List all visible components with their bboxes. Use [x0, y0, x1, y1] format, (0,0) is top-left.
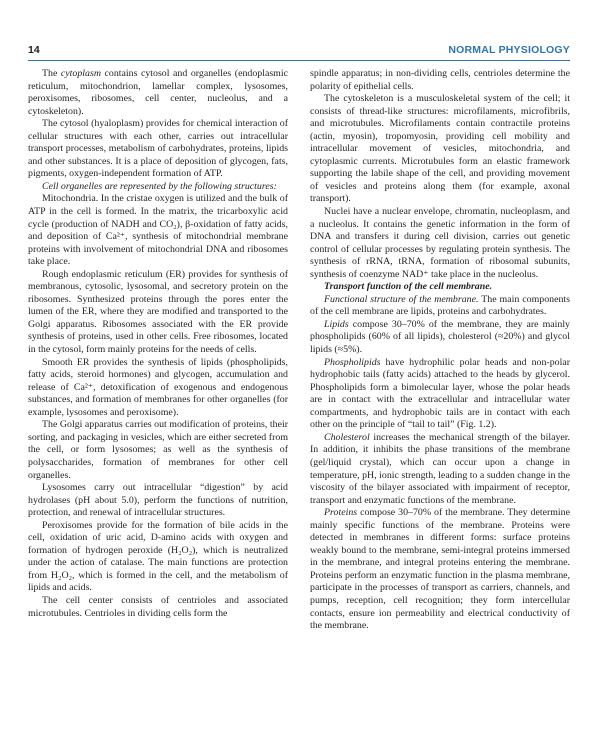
section-heading: Transport function of the cell membrane.	[324, 281, 493, 293]
paragraph-proteins: Proteins compose 30–70% of the membrane. They determine mainly specific functions of the membrane. Proteins were detected in membranes in different forms: surface proteins weakly bound to the membrane, semi-integral proteins immersed in the membrane, and integral proteins entering the membrane. Proteins perform an enzymatic function in the plasma membrane, participate in the processes of transport as carriers, channels, and pumps, reception, cell recognition; they form intercellular contacts, ensure ion permeability and electrical conductivity of the membrane.	[310, 507, 570, 632]
paragraph-golgi: The Golgi apparatus carries out modification of proteins, their sorting, and packaging in vesicles, which are either secreted from the cell, or form lysosomes; as well as the synthesis of polysaccharides, formation of membranes for other cell organelles.	[28, 419, 288, 481]
left-column	[28, 68, 288, 620]
paragraph-smooth-er: Smooth ER provides the synthesis of lipids (phospholipids, fatty acids, steroid hormones) and glycogen, accumulation and release of Ca²⁺, detoxification of exogenous and endogenous substances, and formation of membranes for other organelles (for example, lysosomes and peroxisome).	[28, 356, 288, 418]
page-header	[28, 44, 570, 58]
paragraph-cholesterol: Cholesterol increases the mechanical strength of the bilayer. In addition, it inhibits the phase transitions of the membrane (gel/liquid crystal), which can occur upon a change in temperature, pH, ionic strength, leading to a sudden change in the viscosity of the bilayer associated with impairment of receptor, transport and enzymatic functions of the membrane.	[310, 431, 570, 506]
paragraph-cytoskeleton: The cytoskeleton is a musculoskeletal system of the cell; it consists of thread-like structures: microfilaments, microfibrils, and microtubules. Microfilaments contain contractile proteins (actin, myosin), tropomyosin, providing cell mobility and intracellular movement of vesicles, mitochondria, and cytoplasmic currents. Microtubules form an elastic framework supporting the labile shape of the cell, and providing movement of vesicles and proteins along them (for example, axonal transport).	[310, 93, 570, 205]
running-title: NORMAL PHYSIOLOGY	[448, 44, 570, 56]
paragraph-cell-center: The cell center consists of centrioles and associated microtubules. Centrioles in dividing cells form the	[28, 594, 288, 619]
paragraph-cytosol: The cytosol (hyaloplasm) provides for chemical interaction of cellular structures with each other, carries out intracellular transport processes, metabolism of carbohydrates, proteins, lipids and other substances. It is a place of deposition of glycogen, fats, pigments, oxygen-independent formation of ATP.	[28, 118, 288, 180]
paragraph-nuclei: Nuclei have a nuclear envelope, chromatin, nucleoplasm, and a nucleolus. It contains the genetic information in the form of DNA and transfers it during cell division, carries out genetic control of cellular processes by regulating protein synthesis. The synthesis of rRNA, tRNA, formation of ribosomal subunits, synthesis of coenzyme NAD⁺ take place in the nucleolus.	[310, 206, 570, 280]
paragraph-rough-er: Rough endoplasmic reticulum (ER) provides for synthesis of membranous, cytosolic, lysosomal, and secretory protein on the ribosomes. Synthesized proteins through the pores enter the lumen of the ER, where they are modified and transported to the Golgi apparatus. Ribosomes associated with the ER provide synthesis of proteins, used in other cells. Free ribosomes, located in the cytosol, form mainly proteins for the needs of cells.	[28, 268, 288, 356]
page-number: 14	[28, 44, 40, 56]
paragraph-mitochondria: Mitochondria. In the cristae oxygen is utilized and the bulk of ATP in the cell is formed. In the matrix, the tricarboxylic acid cycle (production of NADH and CO₂), β-oxidation of fatty acids, and deposition of Ca²⁺, synthesis of mitochondrial membrane proteins with involvement of mitochondrial DNA and ribosomes take place.	[28, 193, 288, 268]
paragraph-lipids: Lipids compose 30–70% of the membrane, they are mainly phospholipids (60% of all lipids), cholesterol (≈20%) and glycol lipids (≈5%).	[310, 318, 570, 356]
right-column	[310, 68, 570, 633]
paragraph-continuation: spindle apparatus; in non-dividing cells, centrioles determine the polarity of epithelial cells.	[310, 68, 570, 92]
paragraph-phospholipids: Phospholipids have hydrophilic polar heads and non-polar hydrophobic tails (fatty acids) attached to the heads by glycerol. Phospholipids form a bimolecular layer, whose the polar heads are in contact with the extracellular and intracellular water compartments, and hydrophobic tails are in contact with each other on the principle of “tail to tail” (Fig. 1.2).	[310, 356, 570, 431]
paragraph-functional-structure: Functional structure of the membrane. The main components of the cell membrane are lipids, proteins and carbohydrates.	[310, 293, 571, 318]
paragraph-organelles-intro: Cell organelles are represented by the following structures:	[42, 180, 277, 192]
paragraph-peroxisomes: Peroxisomes provide for the formation of bile acids in the cell, oxidation of uric acid, D-amino acids with oxygen and formation of hydrogen peroxide (H₂O₂), which is neutralized under the action of catalase. The main functions are protection from H₂O₂, which is formed in the cell, and the metabolism of lipids and acids.	[28, 519, 288, 594]
header-rule	[28, 60, 570, 61]
paragraph-cytoplasm: The cytoplasm contains cytosol and organelles (endoplasmic reticulum, mitochondrion, lamellar complex, lysosomes, peroxisomes, ribosomes, cell center, nucleolus, and a cytoskeleton).	[28, 68, 288, 117]
paragraph-lysosomes: Lysosomes carry out intracellular “digestion” by acid hydrolases (pH about 5.0), perform the functions of nutrition, protection, and renewal of intracellular structures.	[28, 482, 288, 519]
